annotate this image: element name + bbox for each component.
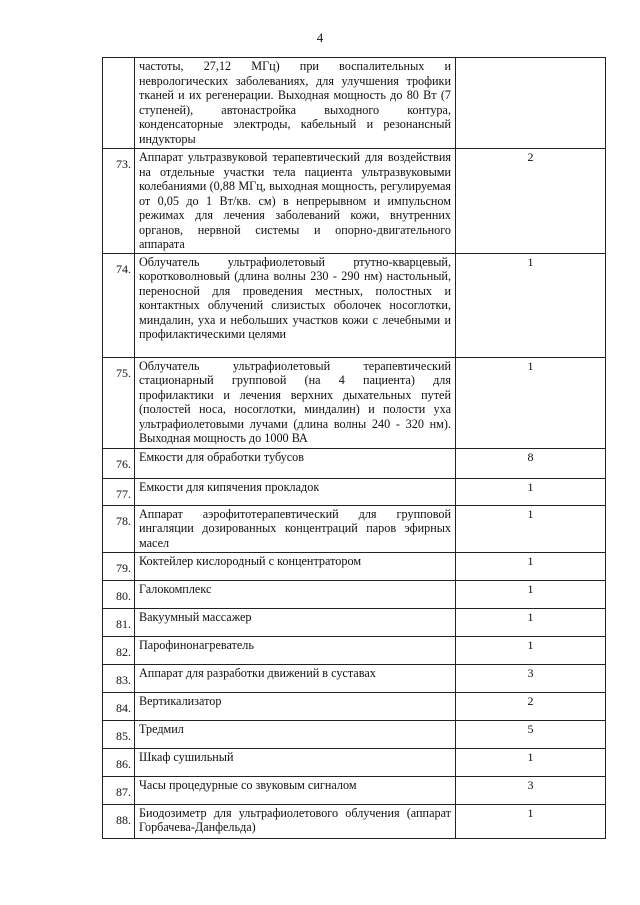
row-number: 77. [103, 478, 135, 505]
row-quantity: 3 [456, 776, 606, 804]
table-row [103, 608, 606, 636]
page-number: 4 [316, 30, 324, 45]
row-quantity: 8 [456, 448, 606, 478]
table-row [103, 505, 606, 552]
row-description: Емкости для кипячения прокладок [135, 478, 456, 505]
row-description: Аппарат ультразвуковой терапевтический для воздействия на отдельные участки тела пациента ультразвуковыми колебаниями (0,88 МГц, выходная мощность, регулируемая от 0,05 до 1 Вт/кв. см) в непрерывном и импульсном режимах для лечения заболеваний кожи, внутренних органов, нервной системы и опорно-двигательного аппарата [135, 149, 456, 254]
table-row [103, 636, 606, 664]
row-description: частоты, 27,12 МГц) при воспалительных и неврологических заболеваниях, для улучшения трофики тканей и их регенерации. Выходная мощность до 80 Вт (7 ступеней), автонастройка выходного контура, конденсаторные электроды, кабельный и резонансный индукторы [135, 58, 456, 149]
table-row [103, 448, 606, 478]
row-number: 85. [103, 720, 135, 748]
row-number [103, 58, 135, 149]
table-row [103, 149, 606, 254]
row-number: 74. [103, 253, 135, 357]
row-quantity: 1 [456, 608, 606, 636]
row-description: Аппарат для разработки движений в суставах [135, 664, 456, 692]
table-row [103, 776, 606, 804]
row-quantity [456, 58, 606, 149]
row-description: Парофинонагреватель [135, 636, 456, 664]
row-number: 82. [103, 636, 135, 664]
row-quantity: 5 [456, 720, 606, 748]
row-number: 78. [103, 505, 135, 552]
row-description: Биодозиметр для ультрафиолетового облучения (аппарат Горбачева-Данфельда) [135, 804, 456, 838]
row-description: Аппарат аэрофитотерапевтический для групповой ингаляции дозированных концентраций паров эфирных масел [135, 505, 456, 552]
table-row [103, 748, 606, 776]
row-number: 80. [103, 580, 135, 608]
table-row [103, 720, 606, 748]
table-row [103, 357, 606, 448]
row-number: 83. [103, 664, 135, 692]
row-number: 86. [103, 748, 135, 776]
equipment-table [102, 57, 606, 839]
row-quantity: 1 [456, 580, 606, 608]
table-row [103, 58, 606, 149]
row-quantity: 2 [456, 149, 606, 254]
row-quantity: 1 [456, 748, 606, 776]
row-number: 88. [103, 804, 135, 838]
row-description: Коктейлер кислородный с концентратором [135, 552, 456, 580]
row-quantity: 1 [456, 636, 606, 664]
table-row [103, 253, 606, 357]
row-description: Шкаф сушильный [135, 748, 456, 776]
row-number: 79. [103, 552, 135, 580]
row-number: 87. [103, 776, 135, 804]
row-quantity: 1 [456, 552, 606, 580]
table-row [103, 664, 606, 692]
row-description: Галокомплекс [135, 580, 456, 608]
row-description: Тредмил [135, 720, 456, 748]
table-row [103, 552, 606, 580]
row-description: Облучатель ультрафиолетовый ртутно-кварцевый, коротковолновый (длина волны 230 - 290 нм) настольный, переносной для проведения местных, полостных и контактных облучений слизистых оболочек носоглотки, миндалин, уха и небольших участков кожи с лечебными и профилактическими целями [135, 253, 456, 357]
table-row [103, 804, 606, 838]
row-description: Часы процедурные со звуковым сигналом [135, 776, 456, 804]
row-number: 81. [103, 608, 135, 636]
row-number: 84. [103, 692, 135, 720]
row-description: Вакуумный массажер [135, 608, 456, 636]
row-quantity: 1 [456, 253, 606, 357]
row-quantity: 3 [456, 664, 606, 692]
row-quantity: 1 [456, 505, 606, 552]
table-row [103, 692, 606, 720]
row-number: 73. [103, 149, 135, 254]
row-description: Вертикализатор [135, 692, 456, 720]
row-number: 75. [103, 357, 135, 448]
row-quantity: 1 [456, 804, 606, 838]
row-quantity: 1 [456, 357, 606, 448]
row-description: Облучатель ультрафиолетовый терапевтический стационарный групповой (на 4 пациента) для профилактики и лечения верхних дыхательных путей (полостей носа, носоглотки, миндалин) и полости уха ультрафиолетовыми лучами (длина волны 240 - 320 нм). Выходная мощность до 1000 ВА [135, 357, 456, 448]
row-description: Емкости для обработки тубусов [135, 448, 456, 478]
row-quantity: 2 [456, 692, 606, 720]
row-quantity: 1 [456, 478, 606, 505]
table-row [103, 580, 606, 608]
table-row [103, 478, 606, 505]
row-number: 76. [103, 448, 135, 478]
